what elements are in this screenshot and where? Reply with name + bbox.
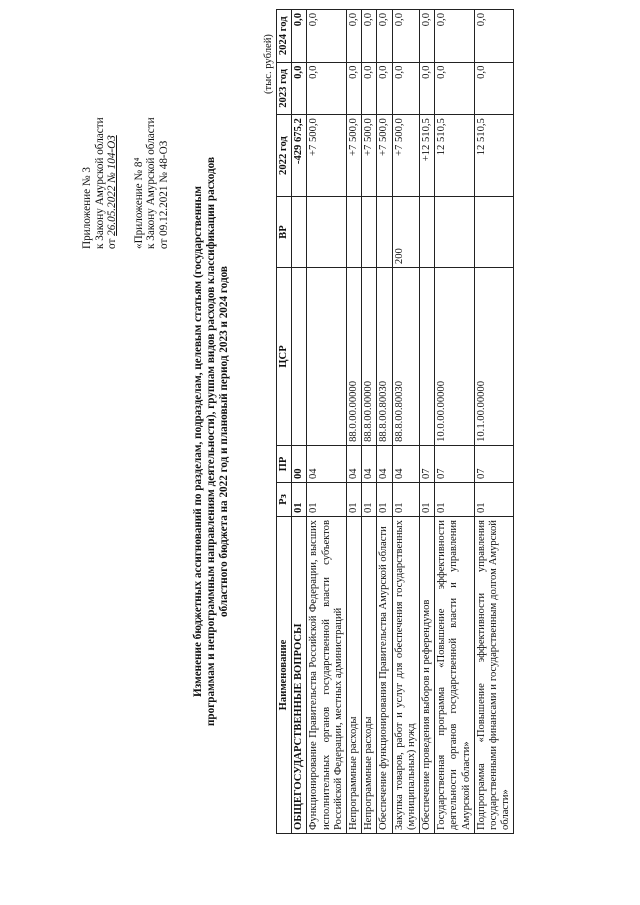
cell-vr: 200 — [392, 196, 419, 267]
table-row — [362, 10, 377, 834]
cell-y2022: +7 500,0 — [362, 115, 377, 197]
cell-csr: 88.0.00.00000 — [347, 268, 362, 446]
cell-y2024: 0,0 — [307, 10, 347, 63]
cell-name: Непрограммные расходы — [362, 517, 377, 834]
header-pr: ПР — [277, 445, 292, 482]
cell-pr: 07 — [420, 445, 435, 482]
cell-pr: 04 — [392, 445, 419, 482]
cell-pr: 07 — [474, 445, 514, 482]
cell-y2023: 0,0 — [420, 62, 435, 115]
cell-csr: 10.0.00.00000 — [435, 268, 475, 446]
cell-y2024: 0,0 — [377, 10, 392, 63]
table-row — [474, 10, 514, 834]
cell-y2022: +7 500,0 — [377, 115, 392, 197]
cell-name: Непрограммные расходы — [347, 517, 362, 834]
prior-annex-date: от 09.12.2021 № 48-ОЗ — [157, 140, 170, 249]
cell-csr — [420, 268, 435, 446]
cell-y2024: 0,0 — [362, 10, 377, 63]
cell-y2023: 0,0 — [392, 62, 419, 115]
cell-y2023: 0,0 — [377, 62, 392, 115]
cell-pr: 00 — [292, 445, 307, 482]
cell-csr: 10.1.00.00000 — [474, 268, 514, 446]
handwritten-date-number: 26.05.2022 № 104-ОЗ — [106, 135, 119, 236]
cell-y2022: +7 500,0 — [347, 115, 362, 197]
annex-law-ref: к Закону Амурской области — [93, 117, 106, 249]
cell-y2022: 12 510,5 — [435, 115, 475, 197]
header-vr: ВР — [277, 196, 292, 267]
budget-table — [276, 9, 514, 834]
cell-pr: 04 — [347, 445, 362, 482]
title-line-2: программам и непрограммным направлениям деятельности), группам видов расходов классификации расходов — [204, 156, 217, 727]
units-label: (тыс. рублей) — [263, 34, 274, 94]
cell-name: Государственная программа «Повышение эффективности деятельности органов государственной власти и управления Амурской области» — [435, 517, 475, 834]
cell-y2022: +7 500,0 — [392, 115, 419, 197]
cell-rz: 01 — [347, 483, 362, 517]
title-line-3: областного бюджета на 2022 год и плановый период 2023 и 2024 годов — [217, 266, 230, 617]
cell-csr — [307, 268, 347, 446]
cell-y2022: +12 510,5 — [420, 115, 435, 197]
cell-rz: 01 — [474, 483, 514, 517]
table-row — [435, 10, 475, 834]
cell-y2024: 0,0 — [292, 10, 307, 63]
cell-name: Закупка товаров, работ и услуг для обеспечения государственных (муниципальных) нужд — [392, 517, 419, 834]
annex-date-line: от 26.05.2022 № 104-ОЗ — [106, 135, 119, 249]
cell-vr — [377, 196, 392, 267]
cell-y2024: 0,0 — [435, 10, 475, 63]
header-2022: 2022 год — [277, 115, 292, 197]
cell-pr: 04 — [307, 445, 347, 482]
cell-csr — [292, 268, 307, 446]
cell-rz: 01 — [377, 483, 392, 517]
header-name: Наименование — [277, 517, 292, 834]
document-title — [192, 19, 230, 864]
cell-vr — [347, 196, 362, 267]
cell-csr: 88.8.00.80030 — [392, 268, 419, 446]
prior-annex-law-ref: к Закону Амурской области — [145, 117, 158, 249]
cell-rz: 01 — [307, 483, 347, 517]
cell-rz: 01 — [292, 483, 307, 517]
prior-annex-number: «Приложение № 8⁴ — [132, 157, 145, 249]
table-row — [420, 10, 435, 834]
cell-y2022: 12 510,5 — [474, 115, 514, 197]
cell-rz: 01 — [435, 483, 475, 517]
cell-pr: 04 — [377, 445, 392, 482]
header-2023: 2023 год — [277, 62, 292, 115]
table-row — [292, 10, 307, 834]
cell-rz: 01 — [392, 483, 419, 517]
header-csr: ЦСР — [277, 268, 292, 446]
table-header-row — [277, 10, 292, 834]
cell-vr — [435, 196, 475, 267]
cell-name: Обеспечение функционирования Правительства Амурской области — [377, 517, 392, 834]
cell-y2023: 0,0 — [347, 62, 362, 115]
cell-pr: 04 — [362, 445, 377, 482]
table-row — [377, 10, 392, 834]
annex-number: Приложение № 3 — [81, 167, 93, 249]
cell-y2022: -429 675,2 — [292, 115, 307, 197]
cell-y2024: 0,0 — [420, 10, 435, 63]
cell-name: ОБЩЕГОСУДАРСТВЕННЫЕ ВОПРОСЫ — [292, 517, 307, 834]
cell-csr: 88.8.00.00000 — [362, 268, 377, 446]
cell-vr — [292, 196, 307, 267]
table-row — [347, 10, 362, 834]
cell-y2024: 0,0 — [474, 10, 514, 63]
table-row — [392, 10, 419, 834]
cell-vr — [362, 196, 377, 267]
header-rz: Рз — [277, 483, 292, 517]
title-line-1: Изменение бюджетных ассигнований по разделам, подразделам, целевым статьям (государственным — [192, 186, 204, 697]
cell-y2024: 0,0 — [347, 10, 362, 63]
cell-y2023: 0,0 — [307, 62, 347, 115]
cell-y2022: +7 500,0 — [307, 115, 347, 197]
cell-name: Функционирование Правительства Российской Федерации, высших исполнительных органов государственной власти субъектов Российской Федерации, местных администраций — [307, 517, 347, 834]
cell-y2023: 0,0 — [362, 62, 377, 115]
cell-y2023: 0,0 — [435, 62, 475, 115]
cell-y2023: 0,0 — [474, 62, 514, 115]
cell-csr: 88.8.00.80030 — [377, 268, 392, 446]
cell-vr — [307, 196, 347, 267]
cell-name: Подпрограмма «Повышение эффективности управления государственными финансами и государственным долгом Амурской области» — [474, 517, 514, 834]
annex-block — [81, 9, 171, 249]
cell-y2023: 0,0 — [292, 62, 307, 115]
cell-name: Обеспечение проведения выборов и референдумов — [420, 517, 435, 834]
cell-vr — [474, 196, 514, 267]
cell-rz: 01 — [362, 483, 377, 517]
table-row — [307, 10, 347, 834]
cell-rz: 01 — [420, 483, 435, 517]
cell-vr — [420, 196, 435, 267]
cell-pr: 07 — [435, 445, 475, 482]
cell-y2024: 0,0 — [392, 10, 419, 63]
header-2024: 2024 год — [277, 10, 292, 63]
